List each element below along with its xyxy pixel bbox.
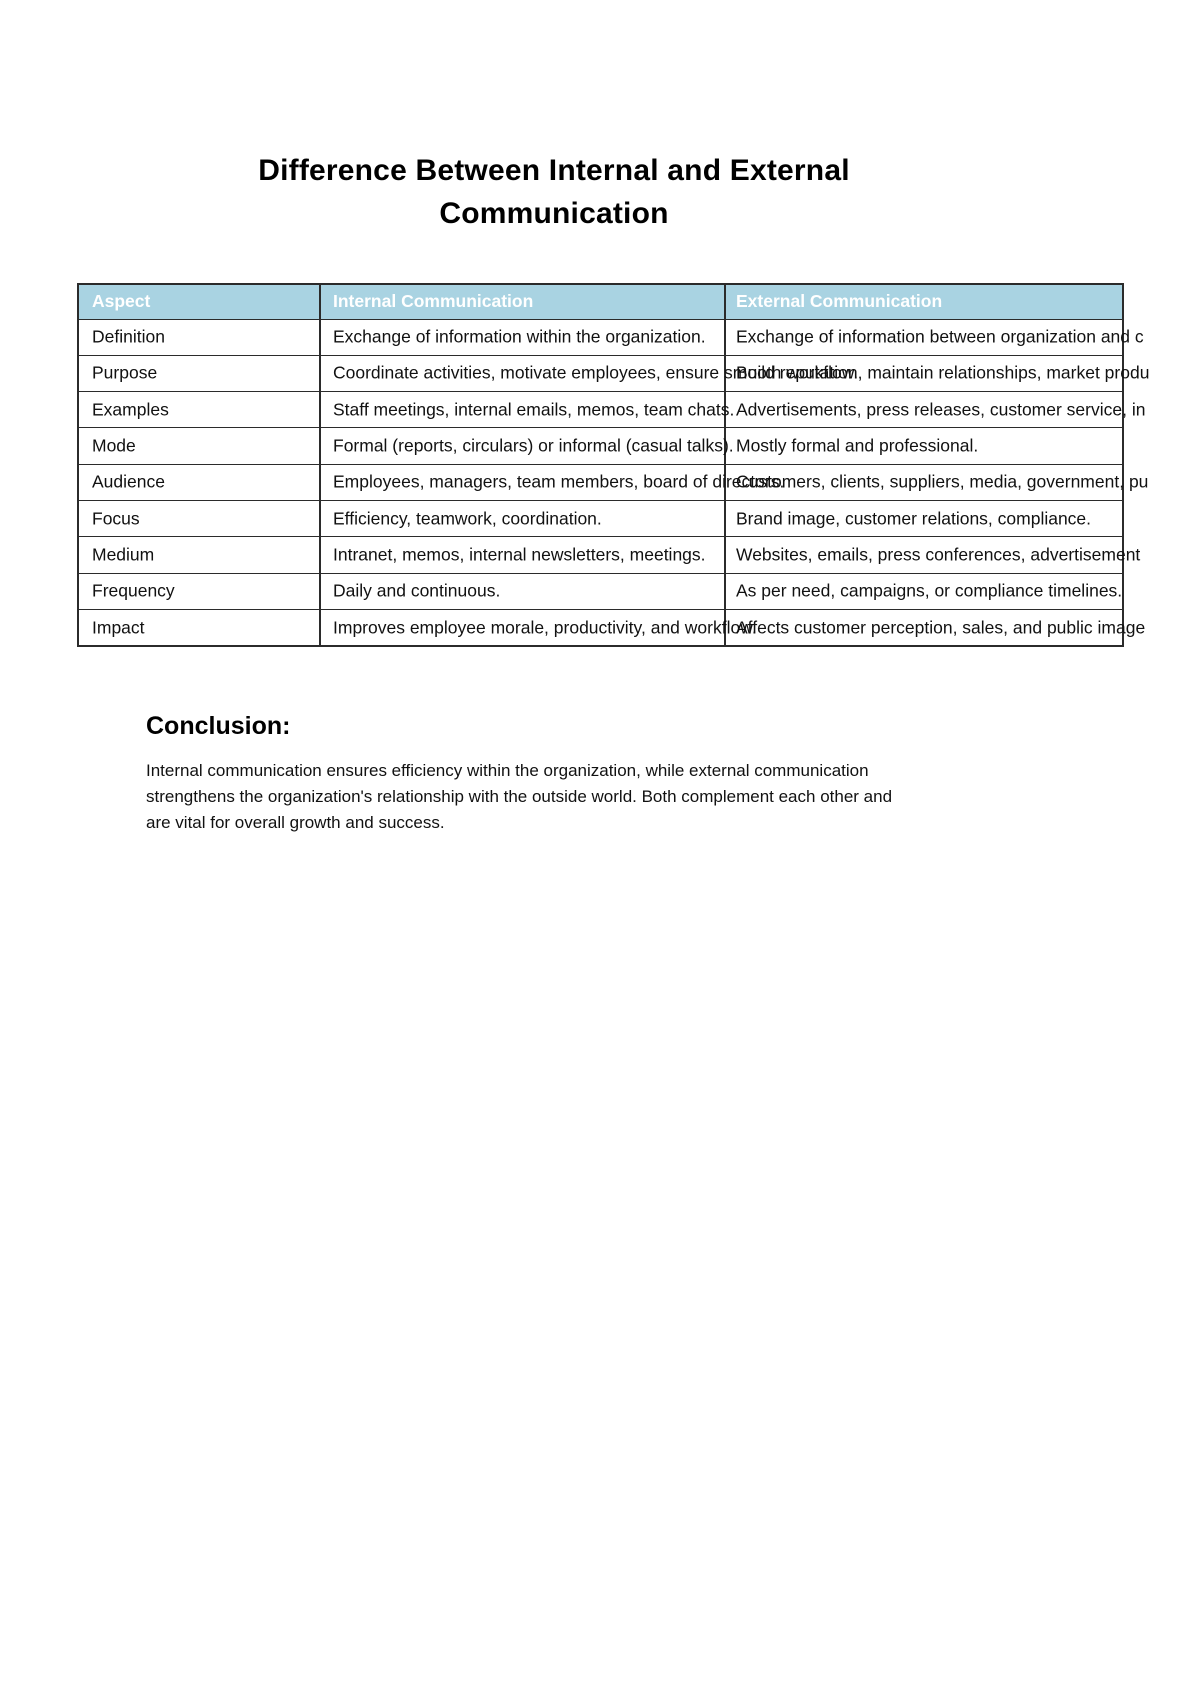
external-text: Brand image, customer relations, compliance. <box>736 508 1092 529</box>
column-header-internal: Internal Communication <box>333 291 534 311</box>
table-row-audience <box>79 464 1149 500</box>
aspect-label: Focus <box>92 508 140 529</box>
external-text: Advertisements, press releases, customer service, in <box>736 399 1146 420</box>
table-row-medium <box>79 536 1141 572</box>
aspect-label: Medium <box>92 544 155 565</box>
internal-text: Formal (reports, circulars) or informal (casual talks). <box>333 435 734 456</box>
table-row-purpose <box>79 355 1150 391</box>
internal-text: Efficiency, teamwork, coordination. <box>333 508 602 529</box>
conclusion-line-1: Internal communication ensures efficiency within the organization, while external communication <box>146 761 869 780</box>
table-row-examples <box>79 391 1146 427</box>
aspect-label: Audience <box>92 471 165 492</box>
column-header-aspect: Aspect <box>92 291 151 311</box>
aspect-label: Impact <box>92 617 145 638</box>
conclusion-paragraph <box>146 758 892 836</box>
table-row-mode <box>79 427 1122 463</box>
external-text: Affects customer perception, sales, and public image <box>736 617 1146 638</box>
table-header-row <box>79 285 1122 319</box>
page-title-line-1: Difference Between Internal and External <box>258 154 850 187</box>
page-title <box>0 149 1108 235</box>
external-text: Mostly formal and professional. <box>736 435 979 456</box>
table-row-impact <box>79 609 1146 645</box>
internal-text: Staff meetings, internal emails, memos, team chats. <box>333 399 735 420</box>
internal-text: Intranet, memos, internal newsletters, meetings. <box>333 544 706 565</box>
table-row-frequency <box>79 573 1122 609</box>
page-title-line-2: Communication <box>439 197 669 230</box>
comparison-table <box>77 283 1150 647</box>
internal-text: Coordinate activities, motivate employees, ensure smooth workflow. <box>333 362 859 383</box>
internal-text: Improves employee morale, productivity, and workflow. <box>333 617 757 638</box>
aspect-label: Frequency <box>92 580 175 601</box>
table-row-definition <box>79 319 1144 355</box>
table-column-divider-1 <box>319 285 321 645</box>
external-text: Websites, emails, press conferences, advertisement <box>736 544 1141 565</box>
aspect-label: Examples <box>92 399 169 420</box>
column-header-external: External Communication <box>736 291 943 311</box>
conclusion-line-3: are vital for overall growth and success. <box>146 813 445 832</box>
table-row-focus <box>79 500 1122 536</box>
conclusion-heading: Conclusion: <box>146 712 291 740</box>
internal-text: Exchange of information within the organization. <box>333 326 706 347</box>
internal-text: Employees, managers, team members, board of directors. <box>333 471 785 492</box>
external-text: As per need, campaigns, or compliance timelines. <box>736 580 1123 601</box>
table-column-divider-2 <box>724 285 726 645</box>
aspect-label: Purpose <box>92 362 158 383</box>
internal-text: Daily and continuous. <box>333 580 501 601</box>
aspect-label: Mode <box>92 435 136 456</box>
aspect-label: Definition <box>92 326 165 347</box>
conclusion-line-2: strengthens the organization's relationship with the outside world. Both complement each other and <box>146 787 893 806</box>
external-text: Build reputation, maintain relationships, market produ <box>736 362 1150 383</box>
external-text: Customers, clients, suppliers, media, government, pu <box>736 471 1149 492</box>
external-text: Exchange of information between organization and c <box>736 326 1144 347</box>
